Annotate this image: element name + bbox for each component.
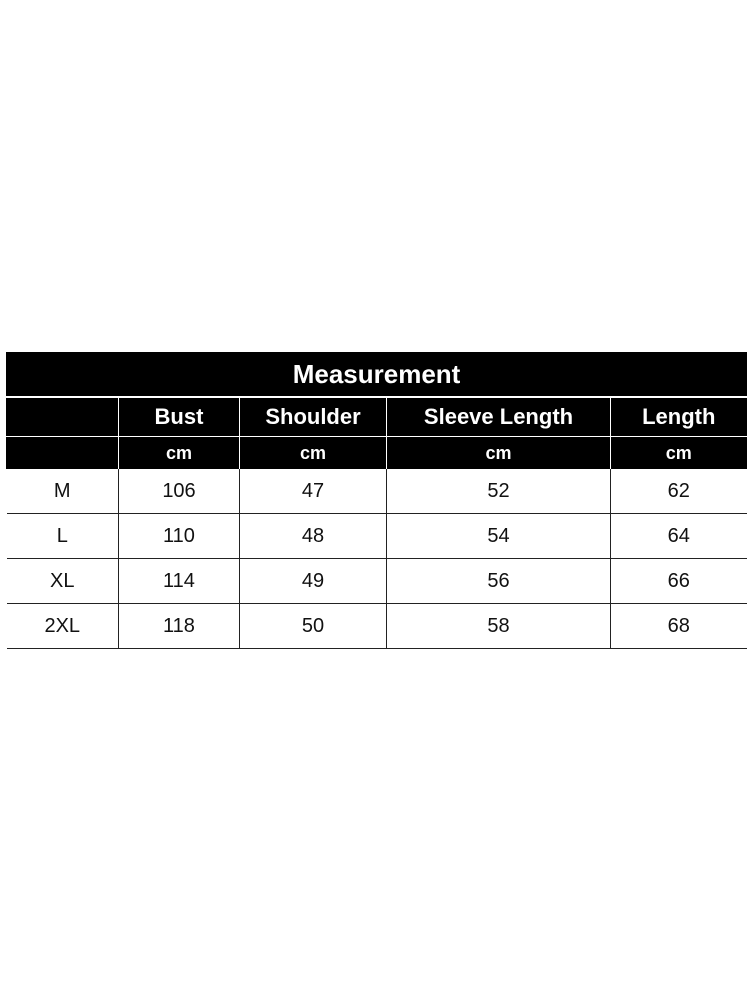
sleeve-length-cell: 52: [387, 469, 611, 514]
sleeve-length-cell: 54: [387, 514, 611, 559]
table-row: [7, 514, 747, 559]
table-row: [7, 604, 747, 649]
unit-row: [7, 437, 747, 470]
sleeve-length-cell: 58: [387, 604, 611, 649]
unit-bust: cm: [119, 437, 240, 470]
size-cell: M: [7, 469, 119, 514]
length-cell: 62: [611, 469, 747, 514]
shoulder-cell: 49: [240, 559, 387, 604]
size-cell: 2XL: [7, 604, 119, 649]
table-row: [7, 469, 747, 514]
table-row: [7, 559, 747, 604]
length-cell: 64: [611, 514, 747, 559]
size-cell: L: [7, 514, 119, 559]
shoulder-cell: 47: [240, 469, 387, 514]
shoulder-cell: 48: [240, 514, 387, 559]
column-header-size: [7, 397, 119, 437]
bust-cell: 106: [119, 469, 240, 514]
length-cell: 68: [611, 604, 747, 649]
sleeve-length-cell: 56: [387, 559, 611, 604]
length-cell: 66: [611, 559, 747, 604]
size-chart-table: [6, 352, 747, 649]
unit-length: cm: [611, 437, 747, 470]
bust-cell: 110: [119, 514, 240, 559]
bust-cell: 114: [119, 559, 240, 604]
table-title: Measurement: [7, 353, 747, 398]
column-header-shoulder: Shoulder: [240, 397, 387, 437]
shoulder-cell: 50: [240, 604, 387, 649]
bust-cell: 118: [119, 604, 240, 649]
size-cell: XL: [7, 559, 119, 604]
table-title-row: [7, 353, 747, 398]
unit-shoulder: cm: [240, 437, 387, 470]
column-header-bust: Bust: [119, 397, 240, 437]
unit-sleeve-length: cm: [387, 437, 611, 470]
column-header-length: Length: [611, 397, 747, 437]
column-header-sleeve-length: Sleeve Length: [387, 397, 611, 437]
column-header-row: [7, 397, 747, 437]
unit-size: [7, 437, 119, 470]
